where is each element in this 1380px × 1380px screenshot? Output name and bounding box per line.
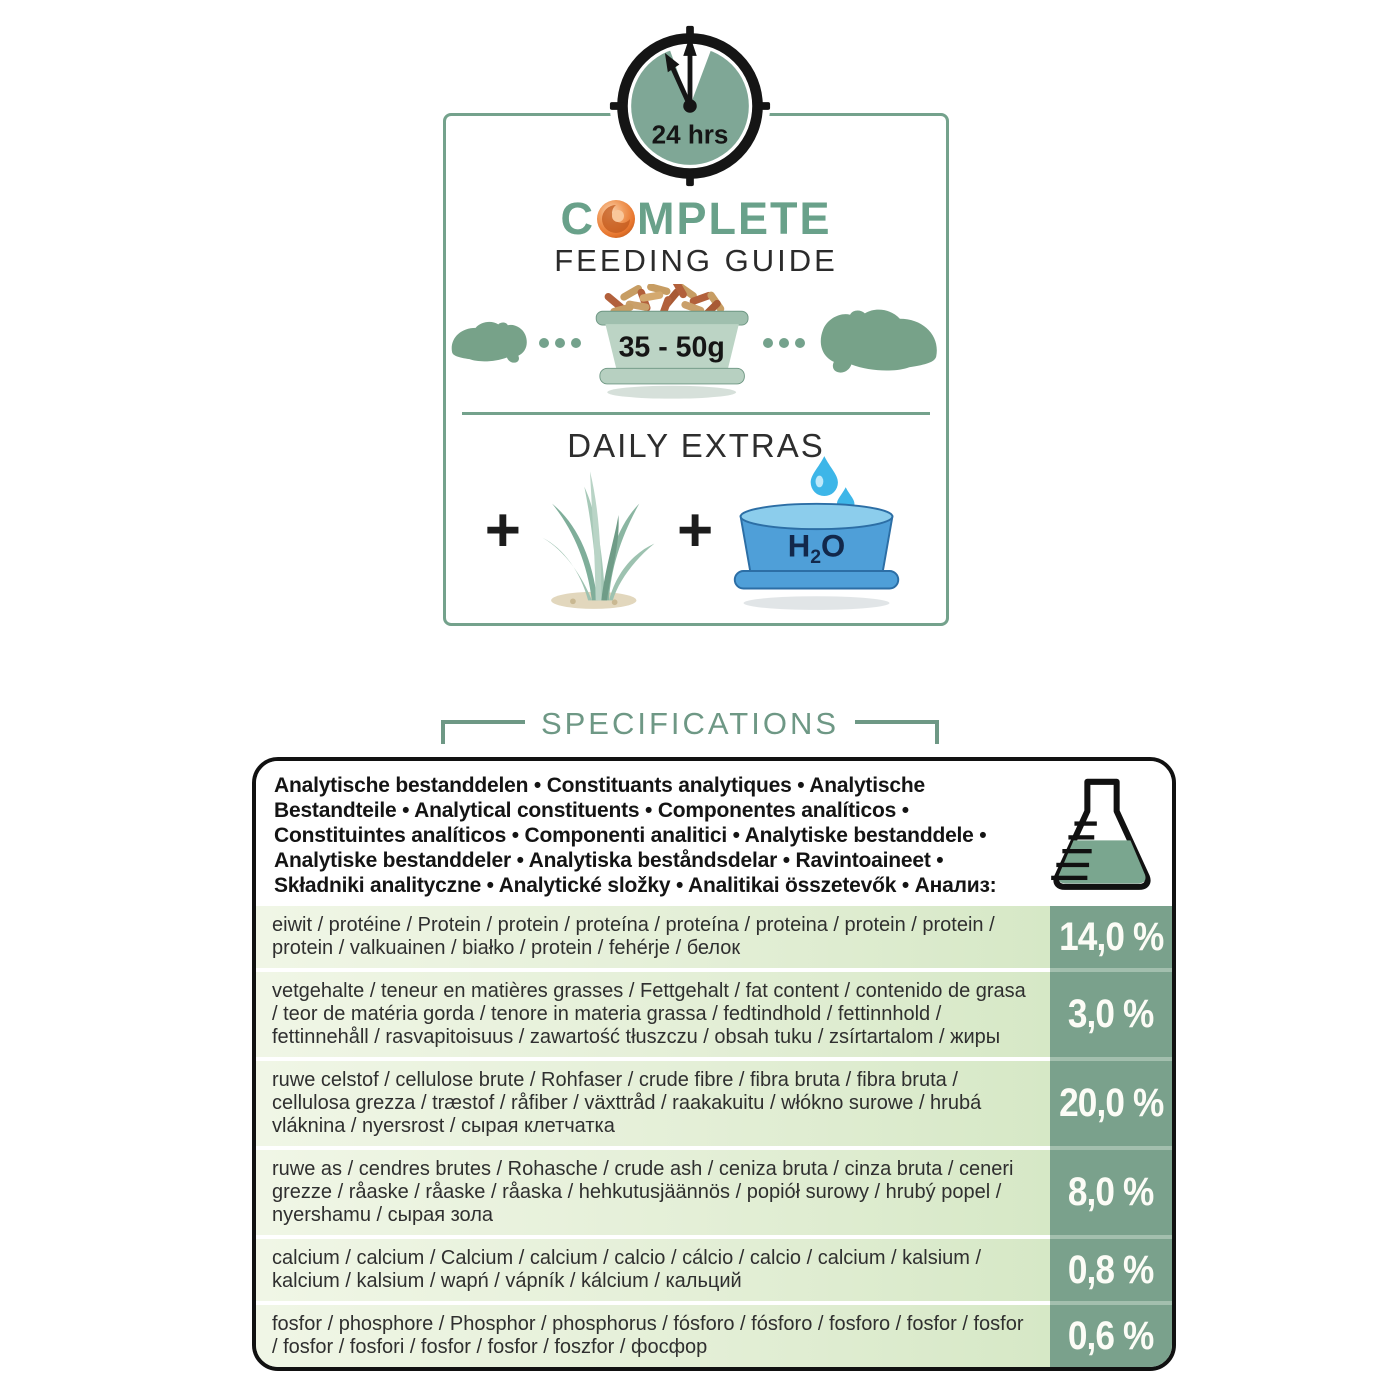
complete-title (446, 193, 946, 246)
row-label: calcium / calcium / Calcium / calcium / calcio / cálcio / calcio / calcium / kalsium / kalcium / kalsium / wapń / vápník / kálcium / кальций (256, 1235, 1050, 1301)
table-row-protein (256, 906, 1172, 968)
row-value: 3,0 % (1050, 968, 1172, 1057)
specifications-title: SPECIFICATIONS (540, 706, 840, 741)
dots-left (539, 338, 581, 348)
bracket-left (441, 720, 525, 744)
row-label: ruwe as / cendres brutes / Rohasche / crude ash / ceniza bruta / cinza bruta / ceneri grezze / råaske / råaske / råaska / hehkutusjäännös / popiół surowy / hrubý popel / nyershamu / сырая зола (256, 1146, 1050, 1235)
table-row-phosphorus (256, 1301, 1172, 1367)
row-label: eiwit / protéine / Protein / protein / proteína / proteína / proteina / protein / protein / protein / valkuainen / białko / protein / fehérje / белок (256, 906, 1050, 968)
guinea-pig-small-icon (446, 316, 533, 371)
guinea-pig-large-icon (811, 301, 946, 385)
row-value: 20,0 % (1050, 1057, 1172, 1146)
table-row-ash (256, 1146, 1172, 1235)
orange-swirl-o-icon (596, 199, 636, 246)
row-value: 0,6 % (1050, 1301, 1172, 1367)
table-row-fibre (256, 1057, 1172, 1146)
plus-sign: + (484, 496, 521, 565)
water-bowl-icon (727, 456, 907, 612)
feeding-guide-subtitle: FEEDING GUIDE (554, 243, 838, 278)
bowl-shadow (607, 386, 736, 399)
row-label: vetgehalte / teneur en matières grasses / Fettgehalt / fat content / contenido de grasa / teor de matéria gorda / tenore in materia grassa / fedtindhold / fettinnhold / fettinnehåll / rasvapitoisuus / zawartość tłuszczu / obsah tuku / zsírtartalom / жиры (256, 968, 1050, 1057)
feeding-amount-row (446, 284, 946, 402)
feeding-amount: 35 - 50g (618, 331, 725, 364)
dots-right (763, 338, 805, 348)
erlenmeyer-flask-icon (1046, 773, 1158, 894)
clock-icon (608, 24, 772, 188)
grass-icon (535, 458, 663, 610)
analytical-constituents-header (256, 761, 1172, 906)
plus-sign: + (677, 496, 714, 565)
bracket-right (855, 720, 939, 744)
complete-title-c: C (560, 193, 595, 244)
h2o-label: $H_2O$ (787, 528, 846, 569)
bowl-shadow (744, 596, 890, 610)
specifications-header (0, 704, 1380, 744)
food-bowl-icon (587, 284, 757, 402)
clock-label: 24 hrs (651, 119, 729, 150)
analytical-constituents-text: Analytische bestanddelen • Constituants analytiques • Analytische Bestandteile • Analytical constituents • Componentes analíticos • Constituintes analíticos • Componenti analitici • Analytiske bestanddele • Analytiske bestanddeler • Analytiska beståndsdelar • Ravintoaineet • Składniki analityczne • Analytické složky • Analitikai összetevők • Анализ: (274, 774, 997, 897)
table-row-calcium (256, 1235, 1172, 1301)
panel-divider (462, 412, 930, 415)
row-value: 14,0 % (1050, 906, 1172, 968)
table-row-fat (256, 968, 1172, 1057)
row-label: fosfor / phosphore / Phosphor / phosphorus / fósforo / fósforo / fosforo / fosfor / fosfor / fosfor / fosfori / fosfor / fosfor / foszfor / фосфор (256, 1301, 1050, 1367)
complete-title-rest: MPLETE (636, 193, 832, 244)
daily-extras-row (446, 456, 946, 612)
row-value: 0,8 % (1050, 1235, 1172, 1301)
row-value: 8,0 % (1050, 1146, 1172, 1235)
specifications-box (252, 757, 1176, 1371)
clock-icon-svg (608, 24, 772, 188)
feeding-guide-panel (443, 113, 949, 626)
analytical-constituents-table (256, 906, 1172, 1367)
daily-extras-title: DAILY EXTRAS (567, 427, 825, 464)
row-label: ruwe celstof / cellulose brute / Rohfaser / crude fibre / fibra bruta / fibra bruta / cellulosa grezza / træstof / råfiber / växttråd / raakakuitu / włókno surowe / hrubá vláknina / nyersrost / сырая клетчатка (256, 1057, 1050, 1146)
